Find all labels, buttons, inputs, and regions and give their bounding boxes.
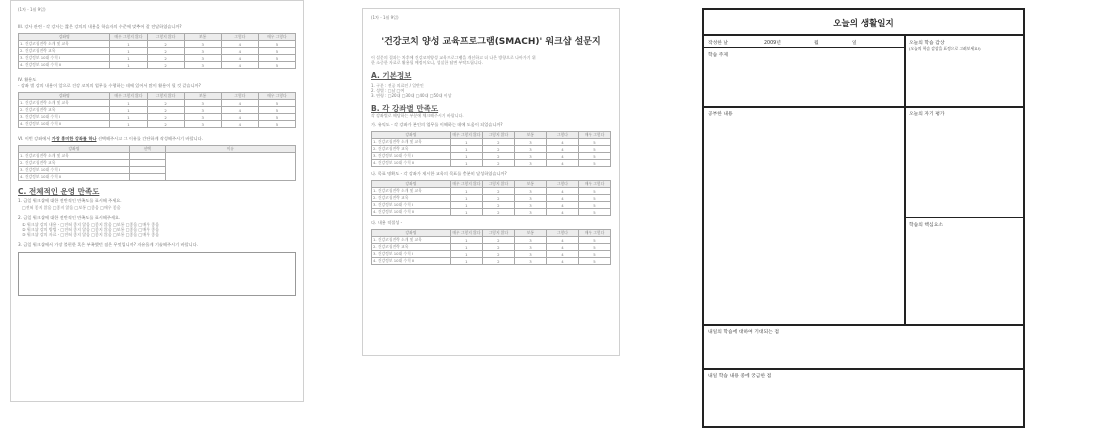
rating-cell[interactable]: 2 [482,209,514,216]
rating-cell[interactable]: 1 [450,153,482,160]
detail-option-row[interactable]: ③ 워크샵 강의 자료 - □전혀 좋지 않음 □좋지 않음 □보통 □좋음 □매우 좋음 [22,232,160,237]
page-header: (1차 - 1월 9일) [18,7,46,12]
rating-cell[interactable]: 1 [110,114,147,121]
column-header: 그렇지 않다 [147,34,184,41]
best-course-text: VI. 이번 강좌에서 [18,136,52,141]
rating-cell[interactable]: 3 [514,209,546,216]
section-course-satisfaction-title: B. 각 강좌별 만족도 [371,104,439,113]
rating-cell[interactable]: 5 [258,41,295,48]
rating-cell[interactable]: 1 [450,195,482,202]
question-instructor: III. 강사 관련 - 각 강사는 짧은 강의의 내용을 학습자의 수준에 맞추어 잘 전달하였습니까? [18,24,182,29]
table-row [19,107,296,114]
rating-cell[interactable]: 3 [184,41,221,48]
rating-cell[interactable]: 1 [450,160,482,167]
course-name: 4. 건강정보 10대 수칙 II [19,174,130,181]
intro-text: 한 소중한 자료로 활용될 예정이오니, 성실한 답변 부탁드립니다. [371,60,483,65]
rating-cell[interactable]: 2 [482,153,514,160]
key-point-label: 학습의 핵심요소 [909,223,943,228]
basic-info-row[interactable]: 1. 구분 : 전공 의료인 / 일반인 [371,83,424,88]
rating-cell[interactable]: 4 [546,188,578,195]
rating-cell[interactable]: 5 [578,153,610,160]
rating-cell[interactable]: 2 [482,160,514,167]
rating-cell[interactable]: 4 [546,139,578,146]
rating-cell[interactable]: 2 [147,107,184,114]
rating-cell[interactable]: 3 [514,195,546,202]
course-name: 2. 건강코칭전략 교육 [372,146,451,153]
rating-cell[interactable]: 1 [110,100,147,107]
column-header: 매우 그렇다 [258,93,295,100]
course-name: 2. 건강코칭전략 교육 [372,195,451,202]
rating-cell[interactable]: 1 [450,244,482,251]
rating-cell[interactable]: 2 [147,41,184,48]
table-row [372,244,611,251]
column-header: 보통 [514,181,546,188]
rating-cell[interactable]: 2 [482,188,514,195]
rating-cell[interactable]: 5 [578,188,610,195]
grid-line [904,217,1023,218]
journal-title: 오늘의 생활일지 [833,19,894,29]
rating-cell[interactable]: 3 [184,114,221,121]
rating-cell[interactable]: 4 [546,251,578,258]
date-month[interactable]: 월 [814,41,819,46]
table-row [372,153,611,160]
feeling-hint: (오늘의 학습 감상을 표정으로 그려보세요!) [909,46,981,51]
reason-cell[interactable] [165,153,295,181]
rating-cell[interactable]: 5 [578,160,610,167]
rating-cell[interactable]: 3 [184,48,221,55]
best-course-text-end: 선택해주시고 그 이유를 간단하게 작성해주시기 바랍니다. [96,136,203,141]
rating-cell[interactable]: 4 [546,237,578,244]
table-row [372,195,611,202]
rating-cell[interactable]: 1 [110,48,147,55]
column-header: 매우 그렇지 않다 [452,181,481,186]
rating-cell[interactable]: 4 [221,55,258,62]
table-row [19,121,296,128]
grid-line [904,106,1023,108]
rating-cell[interactable]: 5 [578,139,610,146]
column-header: 그렇지 않다 [482,132,514,139]
column-header: 매우 그렇다 [578,132,610,139]
column-header: 강좌명 [372,181,451,188]
course-name: 1. 건강코칭전략 소개 및 교육 [19,41,110,48]
rating-cell[interactable]: 1 [110,121,147,128]
question-detail-satisfaction: 2. 금일 워크샵에 대한 전반적인 만족도를 표시해주세요. [18,215,121,220]
rating-cell[interactable]: 2 [482,139,514,146]
course-name: 1. 건강코칭전략 소개 및 교육 [372,237,451,244]
rating-table-goal [371,180,611,216]
grid-line [904,34,906,324]
journal-grid [704,34,1023,426]
rating-cell[interactable]: 4 [221,121,258,128]
select-cell[interactable] [129,160,165,167]
rating-cell[interactable]: 1 [450,202,482,209]
intro-text: 이 설문의 결과는 차후에 건강코치양성 교육프로그램을 개선하고 더 나은 방향으로 나아가기 위 [371,55,536,60]
column-header: 이유 [165,146,295,153]
column-header: 매우 그렇지 않다 [452,230,481,235]
daily-journal-page [702,8,1025,428]
table-row [19,100,296,107]
content-label: 공부한 내용 [708,112,733,117]
grid-line [704,47,904,48]
column-header: 그렇다 [546,230,578,237]
grid-line [704,368,1023,370]
rating-cell[interactable]: 1 [450,139,482,146]
rating-cell[interactable]: 3 [514,251,546,258]
column-header: 강좌명 [372,132,451,139]
course-name: 1. 건강코칭전략 소개 및 교육 [19,153,130,160]
question-label: 내일 학습 내용 중에 궁금한 점 [708,374,772,379]
date-year[interactable]: 2009년 [764,41,781,46]
table-row [372,202,611,209]
rating-cell[interactable]: 5 [258,55,295,62]
question-usefulness: IV. 활용도 [18,77,37,82]
select-cell[interactable] [129,167,165,174]
question-content-appropriateness: 다. 내용 적절성 - [371,220,403,225]
rating-cell[interactable]: 5 [578,244,610,251]
grid-line [704,106,904,108]
rating-cell[interactable]: 4 [221,114,258,121]
rating-cell[interactable]: 5 [578,195,610,202]
column-header: 선택 [129,146,165,153]
date-label: 작성한 날 [708,41,729,46]
column-header: 그렇지 않다 [482,181,514,188]
rating-cell[interactable]: 4 [221,48,258,55]
course-name: 4. 건강정보 10대 수칙 II [19,121,110,128]
column-header: 강좌명 [19,34,110,41]
rating-cell[interactable]: 1 [450,251,482,258]
expectation-label: 내일의 학습에 대하여 기대되는 점 [708,330,779,335]
column-header: 그렇다 [546,132,578,139]
rating-cell[interactable]: 1 [450,209,482,216]
rating-cell[interactable]: 3 [184,55,221,62]
rating-cell[interactable]: 1 [110,107,147,114]
rating-cell[interactable]: 2 [482,146,514,153]
column-header: 그렇지 않다 [147,93,184,100]
rating-cell[interactable]: 3 [184,62,221,69]
rating-cell[interactable]: 5 [258,48,295,55]
overall-options[interactable]: □전혀 좋지 않음 □좋지 않음 □보통 □좋음 □매우 좋음 [22,205,121,210]
rating-cell[interactable]: 1 [450,188,482,195]
column-header: 강좌명 [19,146,130,153]
grid-line [704,324,1023,326]
rating-table-content [371,229,611,265]
rating-cell[interactable]: 3 [514,188,546,195]
rating-cell[interactable]: 3 [514,202,546,209]
detail-option-row[interactable]: ② 워크샵 강의 방법 - □전혀 좋지 않음 □좋지 않음 □보통 □좋음 □매우 좋음 [22,227,160,232]
rating-cell[interactable]: 2 [482,237,514,244]
rating-cell[interactable]: 4 [546,244,578,251]
rating-table-benefit [371,131,611,167]
section-note: 각 강좌별로 해당하는 부분에 체크해주시기 바랍니다. [371,113,464,118]
table-row [19,55,296,62]
rating-cell[interactable]: 2 [482,195,514,202]
rating-cell[interactable]: 4 [221,62,258,69]
column-header: 매우 그렇다 [258,34,295,41]
table-row [372,258,611,265]
self-eval-label: 오늘의 자기 평가 [909,112,945,117]
date-day[interactable]: 일 [852,41,857,46]
rating-cell[interactable]: 2 [482,244,514,251]
survey-title: '건강코치 양성 교육프로그램(SMACH)' 워크샵 설문지 [381,37,601,47]
select-cell[interactable] [129,174,165,181]
course-name: 3. 건강정보 10대 수칙 I [19,55,110,62]
rating-cell[interactable]: 2 [482,251,514,258]
column-header: 그렇다 [221,93,258,100]
column-header: 보통 [514,132,546,139]
rating-cell[interactable]: 5 [578,258,610,265]
rating-cell[interactable]: 3 [514,237,546,244]
rating-cell[interactable]: 2 [147,100,184,107]
rating-cell[interactable]: 3 [514,146,546,153]
question-best-course [18,136,296,142]
best-course-emphasis: 가장 흥미한 강좌를 하나 [51,136,97,141]
rating-cell[interactable]: 3 [514,244,546,251]
select-cell[interactable] [129,153,165,160]
course-name: 2. 건강코칭전략 교육 [19,107,110,114]
rating-cell[interactable]: 1 [110,62,147,69]
column-header: 그렇지 않다 [482,230,514,237]
column-header: 보통 [514,230,546,237]
table-row [372,209,611,216]
course-name: 2. 건강코칭전략 교육 [19,160,130,167]
grid-line [704,34,1023,36]
rating-cell[interactable]: 4 [221,41,258,48]
rating-cell[interactable]: 4 [546,153,578,160]
rating-cell[interactable]: 4 [546,195,578,202]
rating-cell[interactable]: 5 [258,114,295,121]
survey-page-first [362,8,620,356]
survey-page-continued [10,0,304,402]
course-name: 4. 건강정보 10대 수칙 II [372,160,451,167]
course-name: 1. 건강코칭전략 소개 및 교육 [372,188,451,195]
rating-cell[interactable]: 5 [578,202,610,209]
rating-cell[interactable]: 4 [546,209,578,216]
rating-cell[interactable]: 5 [258,62,295,69]
rating-cell[interactable]: 1 [450,146,482,153]
feedback-answer-box[interactable] [18,252,296,296]
table-row [372,146,611,153]
rating-cell[interactable]: 3 [514,153,546,160]
question-overall-satisfaction: 1. 금일 워크샵에 대한 전반적인 만족도를 표시해 주세요. [18,198,122,203]
rating-cell[interactable]: 4 [546,146,578,153]
table-row [19,48,296,55]
rating-cell[interactable]: 2 [147,48,184,55]
rating-cell[interactable]: 3 [184,100,221,107]
rating-cell[interactable]: 5 [578,251,610,258]
section-basic-info-title: A. 기본정보 [371,71,412,80]
rating-cell[interactable]: 2 [482,258,514,265]
rating-cell[interactable]: 2 [482,202,514,209]
rating-cell[interactable]: 1 [450,237,482,244]
rating-table-usefulness [18,92,296,128]
rating-cell[interactable]: 5 [578,146,610,153]
table-row [19,41,296,48]
column-header: 매우 그렇다 [578,181,610,188]
rating-cell[interactable]: 4 [221,100,258,107]
question-benefit: 가. 유익도 - 각 강좌가 본인의 업무를 이해하는 데에 도움이 되었습니까? [371,122,503,127]
rating-cell[interactable]: 5 [258,121,295,128]
course-name: 3. 건강정보 10대 수칙 I [19,114,110,121]
course-name: 1. 건강코칭전략 소개 및 교육 [372,139,451,146]
rating-cell[interactable]: 2 [147,55,184,62]
rating-cell[interactable]: 4 [546,202,578,209]
question-usefulness-sub: - 강좌 별 강의 내용이 앞으로 건강 코치의 업무를 수행하는 데에 있어서 많이 활용이 될 것 같습니까? [18,83,201,88]
table-row [19,62,296,69]
rating-cell[interactable]: 1 [450,258,482,265]
course-name: 2. 건강코칭전략 교육 [19,48,110,55]
topic-label: 학습 주제 [708,53,729,58]
basic-info-row[interactable]: 2. 성별 : □남 □여 [371,88,405,93]
course-name: 4. 건강정보 10대 수칙 II [372,209,451,216]
rating-cell[interactable]: 3 [184,121,221,128]
column-header: 강좌명 [372,230,451,237]
rating-cell[interactable]: 5 [578,237,610,244]
best-course-table [18,145,296,181]
table-row [372,251,611,258]
section-overall-title: C. 전체적인 운영 만족도 [18,187,100,196]
course-name: 3. 건강정보 10대 수칙 I [19,167,130,174]
course-name: 1. 건강코칭전략 소개 및 교육 [19,100,110,107]
question-feedback: 3. 금일 워크샵에서 가장 불편한 혹은 부족했던 점은 무엇입니까? 자유롭게 기술해주시기 바랍니다. [18,242,198,247]
page-header: (1차 - 1월 9일) [371,15,399,20]
rating-cell[interactable]: 4 [221,107,258,114]
rating-cell[interactable]: 3 [514,258,546,265]
course-name: 3. 건강정보 10대 수칙 I [372,251,451,258]
rating-cell[interactable]: 5 [578,209,610,216]
column-header: 매우 그렇다 [578,230,610,237]
course-name: 4. 건강정보 10대 수칙 II [19,62,110,69]
column-header: 매우 그렇지 않다 [452,132,481,137]
column-header: 강좌명 [19,93,110,100]
rating-cell[interactable]: 2 [147,62,184,69]
course-name: 4. 건강정보 10대 수칙 II [372,258,451,265]
feeling-label: 오늘의 학습 감상 [909,41,945,46]
table-row [372,160,611,167]
table-row [372,188,611,195]
basic-info-row[interactable]: 3. 연령 : □20대 □30대 □40대 □50대 이상 [371,93,452,98]
column-header: 매우 그렇지 않다 [110,34,147,41]
table-row [19,114,296,121]
column-header: 매우 그렇지 않다 [110,93,147,100]
rating-cell[interactable]: 3 [514,139,546,146]
rating-cell[interactable]: 5 [258,100,295,107]
table-row [372,237,611,244]
rating-cell[interactable]: 1 [110,55,147,62]
rating-table-instructor [18,33,296,69]
column-header: 그렇다 [546,181,578,188]
rating-cell[interactable]: 3 [184,107,221,114]
column-header: 보통 [184,93,221,100]
question-goal-clarity: 나. 목표 명확도 - 각 강좌가 제시한 교육의 목표를 충분히 달성하였습니까? [371,171,507,176]
course-name: 3. 건강정보 10대 수칙 I [372,202,451,209]
rating-cell[interactable]: 3 [514,160,546,167]
table-row [372,139,611,146]
rating-cell[interactable]: 2 [147,114,184,121]
rating-cell[interactable]: 5 [258,107,295,114]
course-name: 3. 건강정보 10대 수칙 I [372,153,451,160]
course-name: 2. 건강코칭전략 교육 [372,244,451,251]
detail-option-row[interactable]: ① 워크샵 강의 내용 - □전혀 좋지 않음 □좋지 않음 □보통 □좋음 □매우 좋음 [22,222,160,227]
rating-cell[interactable]: 4 [546,258,578,265]
column-header: 보통 [184,34,221,41]
rating-cell[interactable]: 2 [147,121,184,128]
column-header: 그렇다 [221,34,258,41]
rating-cell[interactable]: 1 [110,41,147,48]
rating-cell[interactable]: 4 [546,160,578,167]
